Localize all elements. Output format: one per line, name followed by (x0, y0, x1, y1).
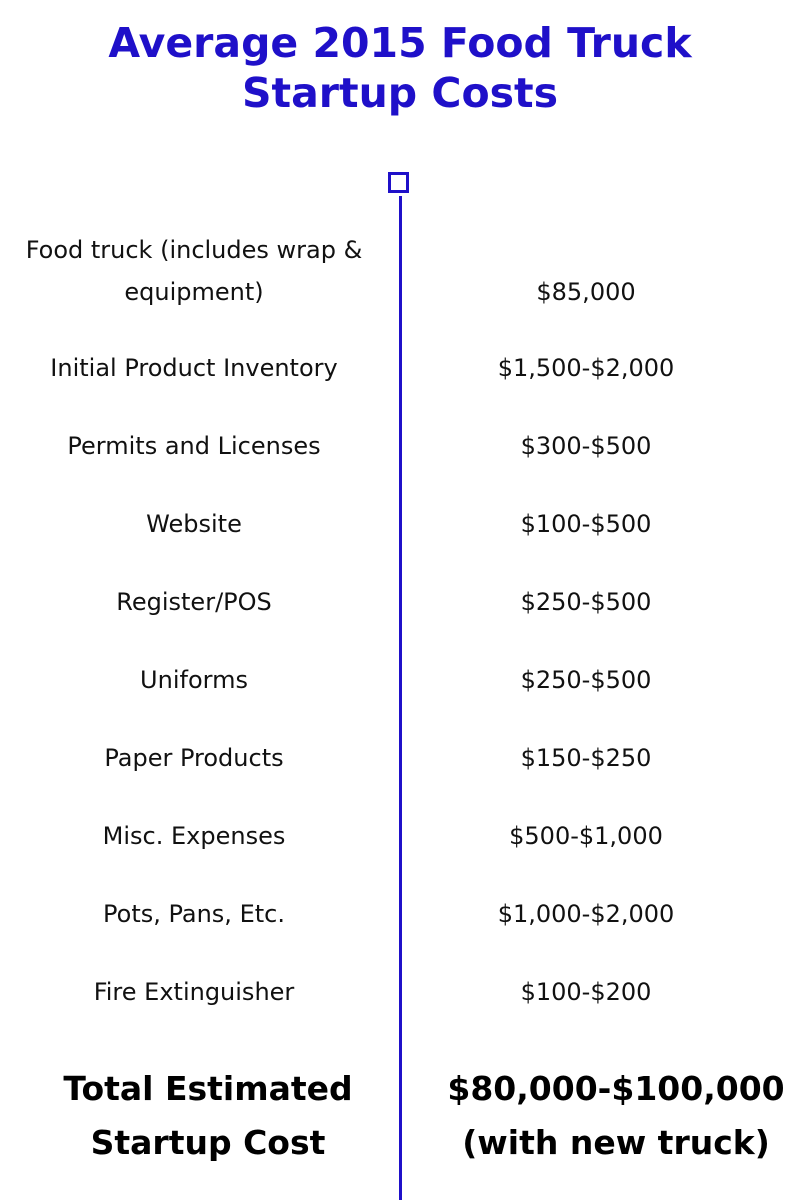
cost-label-permits: Permits and Licenses (67, 432, 321, 460)
page-title (0, 18, 800, 118)
cost-label-website: Website (146, 510, 242, 538)
cost-value-permits: $300-$500 (520, 432, 652, 460)
cost-label-paper-products: Paper Products (104, 744, 284, 772)
cost-label-pots-pans: Pots, Pans, Etc. (103, 900, 285, 928)
cost-label-misc: Misc. Expenses (102, 822, 286, 850)
cost-label-food-truck-line2: equipment) (124, 278, 264, 306)
total-value (432, 1062, 800, 1170)
cost-label-fire-extinguisher: Fire Extinguisher (93, 978, 295, 1006)
total-value-line2: (with new truck) (462, 1123, 770, 1162)
cost-value-register: $250-$500 (520, 588, 652, 616)
title-line-2: Startup Costs (241, 69, 559, 117)
cost-label-food-truck (0, 229, 388, 313)
cost-value-inventory: $1,500-$2,000 (497, 354, 675, 382)
cost-label-food-truck-line1: Food truck (includes wrap & (25, 236, 363, 264)
cost-label-register: Register/POS (116, 588, 272, 616)
total-label-line1: Total Estimated (63, 1069, 353, 1108)
total-label (10, 1062, 406, 1170)
cost-value-website: $100-$500 (520, 510, 652, 538)
cost-value-paper-products: $150-$250 (520, 744, 652, 772)
timeline-marker-square (388, 172, 409, 193)
cost-value-uniforms: $250-$500 (520, 666, 652, 694)
cost-value-pots-pans: $1,000-$2,000 (497, 900, 675, 928)
total-label-line2: Startup Cost (90, 1123, 326, 1162)
cost-value-misc: $500-$1,000 (509, 822, 663, 850)
timeline-divider (399, 196, 402, 1200)
total-value-line1: $80,000-$100,000 (447, 1069, 785, 1108)
cost-label-inventory: Initial Product Inventory (50, 354, 338, 382)
cost-label-uniforms: Uniforms (140, 666, 248, 694)
cost-value-food-truck: $85,000 (536, 278, 636, 306)
title-line-1: Average 2015 Food Truck (108, 19, 692, 67)
cost-value-fire-extinguisher: $100-$200 (520, 978, 652, 1006)
